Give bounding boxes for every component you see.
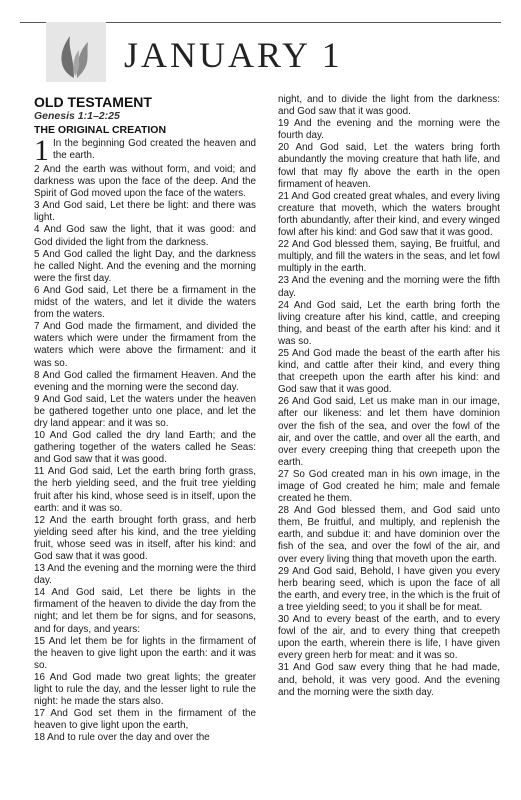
verse: 30 And to every beast of the earth, and to every fowl of the air, and to every thing that creepeth upon the earth, wherein there is life, I have given every green herb for meat: and it was so. bbox=[278, 614, 500, 662]
verse-text: In the beginning God created the heaven and the earth. bbox=[53, 138, 256, 162]
verse: 9 And God said, Let the waters under the heaven be gathered together unto one place, and let the dry land appear: and it was so. bbox=[34, 393, 256, 429]
verse: night, and to divide the light from the darkness: and God saw that it was good. bbox=[278, 94, 500, 118]
verse: 28 And God blessed them, and God said unto them, Be fruitful, and multiply, and replenish the earth, and subdue it: and have dominion over the fish of the sea, and over the fowl of the air, and over every living thing that moveth upon the earth. bbox=[278, 505, 500, 565]
scripture-reference: Genesis 1:1–2:25 bbox=[34, 110, 120, 122]
verse: 13 And the evening and the morning were the third day. bbox=[34, 563, 256, 587]
verse: 5 And God called the light Day, and the darkness he called Night. And the evening and the morning were the first day. bbox=[34, 248, 256, 284]
first-verse bbox=[34, 134, 256, 167]
reading-columns bbox=[34, 94, 500, 745]
verse: 3 And God said, Let there be light: and there was light. bbox=[34, 200, 256, 224]
verse: 14 And God said, Let there be lights in the firmament of the heaven to divide the day from the night; and let them be for signs, and for seasons, and for days, and years: bbox=[34, 587, 256, 635]
page-title: JANUARY 1 bbox=[124, 35, 343, 75]
right-column bbox=[278, 94, 500, 745]
verse: 15 And let them be for lights in the firmament of the heaven to give light upon the earth: and it was so. bbox=[34, 635, 256, 671]
verse: 2 And the earth was without form, and void; and darkness was upon the face of the deep. And the Spirit of God moved upon the face of the waters. bbox=[34, 164, 256, 200]
verse: 23 And the evening and the morning were the fifth day. bbox=[278, 275, 500, 299]
verse: 4 And God saw the light, that it was good: and God divided the light from the darkness. bbox=[34, 224, 256, 248]
dropcap-chapter-number: 1 bbox=[34, 134, 49, 167]
verse: 17 And God set them in the firmament of the heaven to give light upon the earth, bbox=[34, 708, 256, 732]
verse: 25 And God made the beast of the earth after his kind, and cattle after their kind, and every thing that creepeth upon the earth after his kind: and God saw that it was good. bbox=[278, 347, 500, 396]
verse: 11 And God said, Let the earth bring forth grass, the herb yielding seed, and the fruit tree yielding fruit after his kind, whose seed is in itself, upon the earth: and it was so. bbox=[34, 466, 256, 514]
section-subtitle: THE ORIGINAL CREATION bbox=[34, 124, 167, 136]
verse: 16 And God made two great lights; the greater light to rule the day, and the lesser light to rule the night: he made the stars also. bbox=[34, 671, 256, 708]
verse: 8 And God called the firmament Heaven. And the evening and the morning were the second day. bbox=[34, 369, 256, 393]
verse: 22 And God blessed them, saying, Be fruitful, and multiply, and fill the waters in the seas, and let fowl multiply in the earth. bbox=[278, 239, 500, 275]
verse: 24 And God said, Let the earth bring forth the living creature after his kind, cattle, and creeping thing, and beast of the earth after his kind: and it was so. bbox=[278, 299, 500, 347]
verse: 6 And God said, Let there be a firmament in the midst of the waters, and let it divide the waters from the waters. bbox=[34, 284, 256, 321]
verse: 21 And God created great whales, and every living creature that moveth, which the waters brought forth abundantly, after their kind, and every winged fowl after his kind: and God saw that it was good. bbox=[278, 190, 500, 239]
verse: 27 So God created man in his own image, in the image of God created he him; male and female created he them. bbox=[278, 468, 500, 505]
verse: 20 And God said, Let the waters bring forth abundantly the moving creature that hath life, and fowl that may fly above the earth in the open firmament of heaven. bbox=[278, 142, 500, 190]
verse: 7 And God made the firmament, and divided the waters which were under the firmament from the waters which were above the firmament: and it was so. bbox=[34, 321, 256, 369]
verse: 12 And the earth brought forth grass, and herb yielding seed after his kind, and the tree yielding fruit, whose seed was in itself, after his kind: and God saw that it was good. bbox=[34, 514, 256, 562]
verse: 18 And to rule over the day and over the bbox=[34, 732, 210, 744]
flame-icon bbox=[52, 26, 100, 80]
verse: 29 And God said, Behold, I have given you every herb bearing seed, which is upon the face of all the earth, and every tree, in the which is the fruit of a tree yielding seed; to you it shall be for meat. bbox=[278, 565, 500, 613]
testament-heading: OLD TESTAMENT bbox=[34, 94, 152, 110]
left-column bbox=[34, 94, 256, 745]
verse: 26 And God said, Let us make man in our image, after our likeness: and let them have dominion over the fish of the sea, and over the fowl of the air, and over the cattle, and over all the earth, and over every creeping thing that creepeth upon the earth. bbox=[278, 396, 500, 468]
verse: 31 And God saw every thing that he had made, and, behold, it was very good. And the evening and the morning were the sixth day. bbox=[278, 662, 500, 698]
verse: 10 And God called the dry land Earth; and the gathering together of the waters called he Seas: and God saw that it was good. bbox=[34, 430, 256, 466]
verse: 19 And the evening and the morning were the fourth day. bbox=[278, 118, 500, 142]
